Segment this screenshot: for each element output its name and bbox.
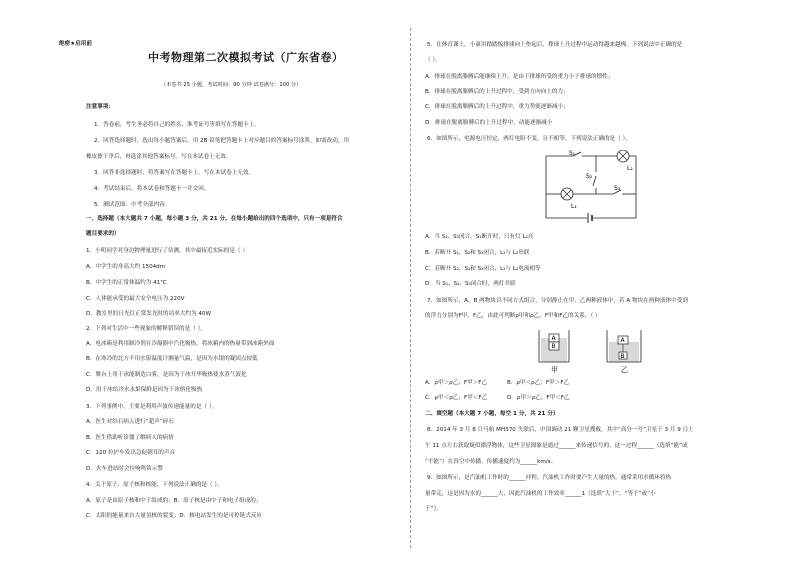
note-item: 2．回答选择题时，选出每小题答案后，用 2B 铅笔把答题卡上对应题目的答案标号涂黑。如需改动，用 [94,138,350,144]
circuit-label-s2: S₂ [586,173,593,180]
option-line: A．医生对结石病人进行“超声”碎石 [86,419,174,425]
question-line: 量带走，这是因为水的______大，因此汽油机的工作效率______1（选填“大于”、“等于”或“小 [425,491,656,497]
question-line: （ ）。 [425,57,441,63]
question-line: 9．如图所示，是汽油机工作时的______冲程。汽油机工作时要产生大量的热，通常采用水循环将热 [427,475,672,481]
option-line: C．舞台上用干冰能制造白雾，是因为干冰升华吸热使水蒸气液化 [86,372,247,378]
section1-heading-cont: 题目要求的） [86,231,120,237]
question-line: 4．关于原子、原子核和核能，下列说法正确的是（ ）。 [86,482,223,488]
circuit-label-s3: S₃ [614,185,621,192]
option-line: D．当 S₁、S₂、S₃闭合时，两灯并联 [425,281,516,287]
question-line: 于”）。 [425,506,442,512]
circuit-label-s1: S₁ [569,150,576,157]
option-line: B．若断开 S₁，S₂和 S₃闭合，L₁与 L₂串联 [425,250,530,256]
beaker-jia [539,330,569,362]
lamp-l1-icon [561,188,573,200]
exam-subtitle: （本卷共 25 小题，考试时间：90 分钟 试卷满分：100 分） [161,82,302,88]
option-line: A．中学生的身高大约 1504dm [86,264,166,270]
beaker-label-yi: 乙 [621,366,628,374]
option-line: C．120 拉护车发出急促刺耳的声音 [86,450,176,456]
question-line: 5．在体育课上，小東用踏踏板排球向上垫起后，排球上升过程中运动得越来越慢。下列说法中正确的是 [427,42,683,48]
option-line: D．ρ甲＞ρ乙；F甲＜F乙 [507,395,570,401]
note-item: 1．答卷前，考生务必将自己的姓名、准考证号等填写在答题卡上。 [94,122,260,128]
option-line: B．排球在脱离胳膊后的上升过程中，受到方向向上的力； [425,89,569,95]
secret-mark: 绝密★启用前 [59,41,92,47]
option-line: B．医生借助听诊器了解病人的病情 [86,435,174,441]
circuit-label-l2: L₂ [627,165,633,172]
notes-heading: 注意事项： [86,104,114,110]
question-line: 1．小明同学对身边物理量进行了估测，其中最接近实际的是（ ） [86,248,248,254]
section1-heading: 一、选择题（本大题共 7 小题，每小题 3 分，共 21 分。在每小题给出的四个选项中，只有一项是符合 [86,216,343,222]
option-line: B．ρ甲＜ρ乙；F甲＞F乙 [507,380,570,386]
option-line: A．原子是由原子核和中子组成的；B．原子核是由中子和电子组成的； [86,498,262,504]
option-line: D．火车进站时会拉响鸣笛示警 [86,466,164,472]
fold-divider [410,28,411,548]
question-line: 6．如图所示，电源电压恒定，两灯电阻不变，且不相等。下列说法正确的是（ ）。 [427,136,631,142]
option-line: B．在寒冷的北方不用水银温度计测量气温，是因为水银的凝固点较低 [86,356,258,362]
circuit-diagram [541,150,641,226]
option-line: A．ρ甲＞ρ乙；F甲＞F乙 [425,380,488,386]
option-line: D．用干冰给冷水水果保鲜是因为干冰熔化吸热 [86,387,203,393]
beaker-yi [607,330,641,362]
question-line: 7．如图所示，A，B 两物块以不同方式组合，分别静止在甲、乙两种液体中，若 A 物块在两种液体中受到 [427,298,688,304]
question-line: 3．下列事例中，主要是利用声波传递能量的是（ ）。 [86,404,218,410]
option-line: D．排球在脱离胳膊后的上升过程中，动能逐渐减小 [425,120,553,126]
circuit-label-l1: L₁ [571,203,577,210]
note-item: 5．测试范围：中考全部内容。 [94,202,171,208]
question-line: 的浮力分别为F甲、F乙，由此可判断ρ甲和ρ乙、F甲和F乙的关系。（ ） [425,313,601,319]
option-line: C．人体能承受的最大安全电压为 220V [86,296,185,302]
option-line: A．电冰箱是利用制冷剂在冷凝器中汽化吸热，将冰箱内的热量带到冰箱外面 [86,341,275,347]
option-line: C．若断开 S₂，S₁和 S₃闭合，L₁与 L₂电流相等 [425,266,541,272]
option-line: C．太阳的能量来自大量氢核的裂变；D．核电站发生的是可控链式反应 [86,513,263,519]
beakers-diagram [537,326,647,374]
question-line: 8．2014 年 3 月 8 日马航 MH370 失联后，中国调动 21 颗卫星搜救，其中“高分一号”卫星于 3 月 9 日上 [427,427,694,433]
block-b-yi: B [620,353,625,360]
question-line: 午 11 点左右获取疑似漂浮物体，这些卫星图象是通过______来传递信号的，这一过程______（选填“能”或 [425,443,688,449]
question-line: 2．下列对生活中一些现象的解释错误的是（ ）。 [86,326,207,332]
block-a-jia: A [551,335,556,342]
question-line: “不能”）在真空中传播，传播速度约为______km/s。 [425,459,557,465]
page-title: 中考物理第二次模拟考试（广东省卷） [148,51,344,64]
option-line: C．排球在脱离胳膊后的上升过程中，重力势能逐渐减小； [425,104,569,110]
block-a-yi: A [620,337,625,344]
option-line: C．ρ甲＜ρ乙；F甲＜F乙 [425,395,488,401]
section2-heading: 二、填空题（本大题 7 小题，每空 1 分，共 21 分） [425,411,559,417]
note-item: 橡皮擦干净后，再选涂其他答案标号。写在本试卷上无效。 [86,154,232,160]
option-line: D．教室里的日光灯正常发光时的功率大约为 40W [86,311,212,317]
option-line: A．当 S₂、S₃闭合，S₁断开时，只有灯 L₂亮 [425,234,534,240]
lamp-l2-icon [617,150,629,162]
beaker-label-jia: 甲 [551,366,558,374]
block-b-jia: B [551,343,556,350]
note-item: 3．回答非选择题时，将答案写在答题卡上。写在本试卷上无效。 [94,170,255,176]
option-line: A．排球在脱离胳膊后能继续上升，是由于排球所受的重力小于排球的惯性； [425,74,614,80]
option-line: B．中学生的正常体温约为 41℃ [86,280,167,286]
note-item: 4．考试结束后，将本试卷和答题卡一并交回。 [94,186,210,192]
